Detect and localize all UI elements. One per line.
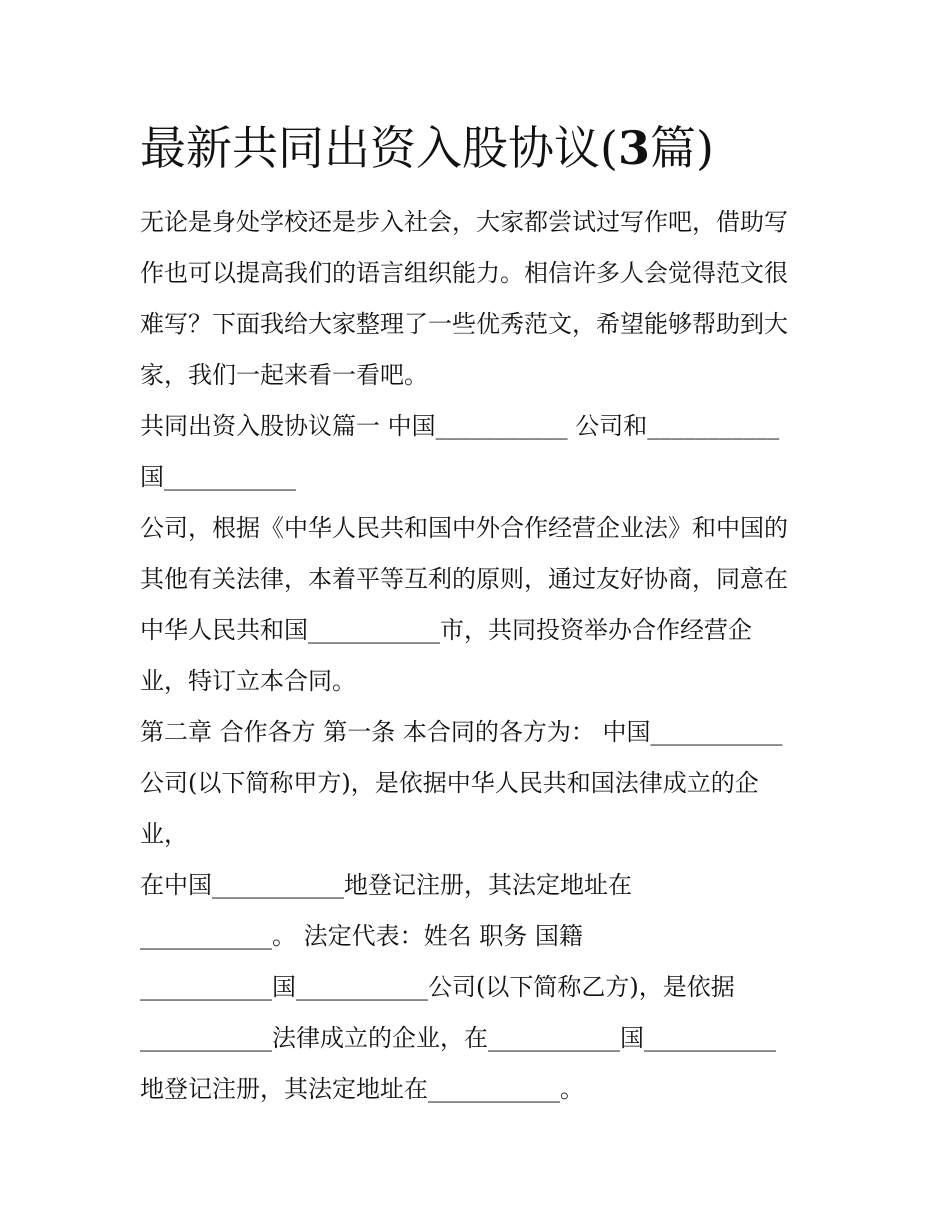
paragraph-line: 家，我们一起来看一看吧。 — [140, 361, 428, 389]
paragraph-line: 第二章 合作各方 第一条 本合同的各方为： 中国___________ — [140, 718, 783, 746]
paragraph-line: 国___________ — [140, 463, 296, 491]
paragraph-line: ___________。 法定代表：姓名 职务 国籍 — [140, 922, 583, 950]
paragraph-line: 难写？下面我给大家整理了一些优秀范文，希望能够帮助到大 — [140, 310, 788, 338]
paragraph-line: ___________国___________公司(以下简称乙方)，是依据 — [140, 973, 735, 1001]
paragraph-line: 其他有关法律，本着平等互利的原则，通过友好协商，同意在 — [140, 565, 788, 593]
title-end: 篇) — [649, 121, 714, 175]
paragraph-line: 在中国___________地登记注册，其法定地址在 — [140, 871, 632, 899]
paragraph-line: 无论是身处学校还是步入社会，大家都尝试过写作吧，借助写 — [140, 208, 788, 236]
paragraph-line: 中华人民共和国___________市，共同投资举办合作经营企 — [140, 616, 752, 644]
paragraph-line: 公司(以下简称甲方)，是依据中华人民共和国法律成立的企 — [140, 769, 759, 797]
paragraph-line: ___________法律成立的企业，在___________国___________ — [140, 1024, 776, 1052]
paragraph-line: 业，特订立本合同。 — [140, 667, 356, 695]
title-main: 最新共同出资入股协议( — [140, 121, 618, 175]
paragraph-line: 作也可以提高我们的语言组织能力。相信许多人会觉得范文很 — [140, 259, 788, 287]
title-number: 3 — [617, 121, 650, 175]
paragraph-line: 业， — [140, 820, 188, 848]
paragraph-line: 共同出资入股协议篇一 中国___________ 公司和___________ — [140, 412, 780, 440]
paragraph-line: 公司，根据《中华人民共和国中外合作经营企业法》和中国的 — [140, 514, 788, 542]
document-title — [140, 118, 714, 178]
paragraph-line: 地登记注册，其法定地址在___________。 — [140, 1075, 584, 1103]
